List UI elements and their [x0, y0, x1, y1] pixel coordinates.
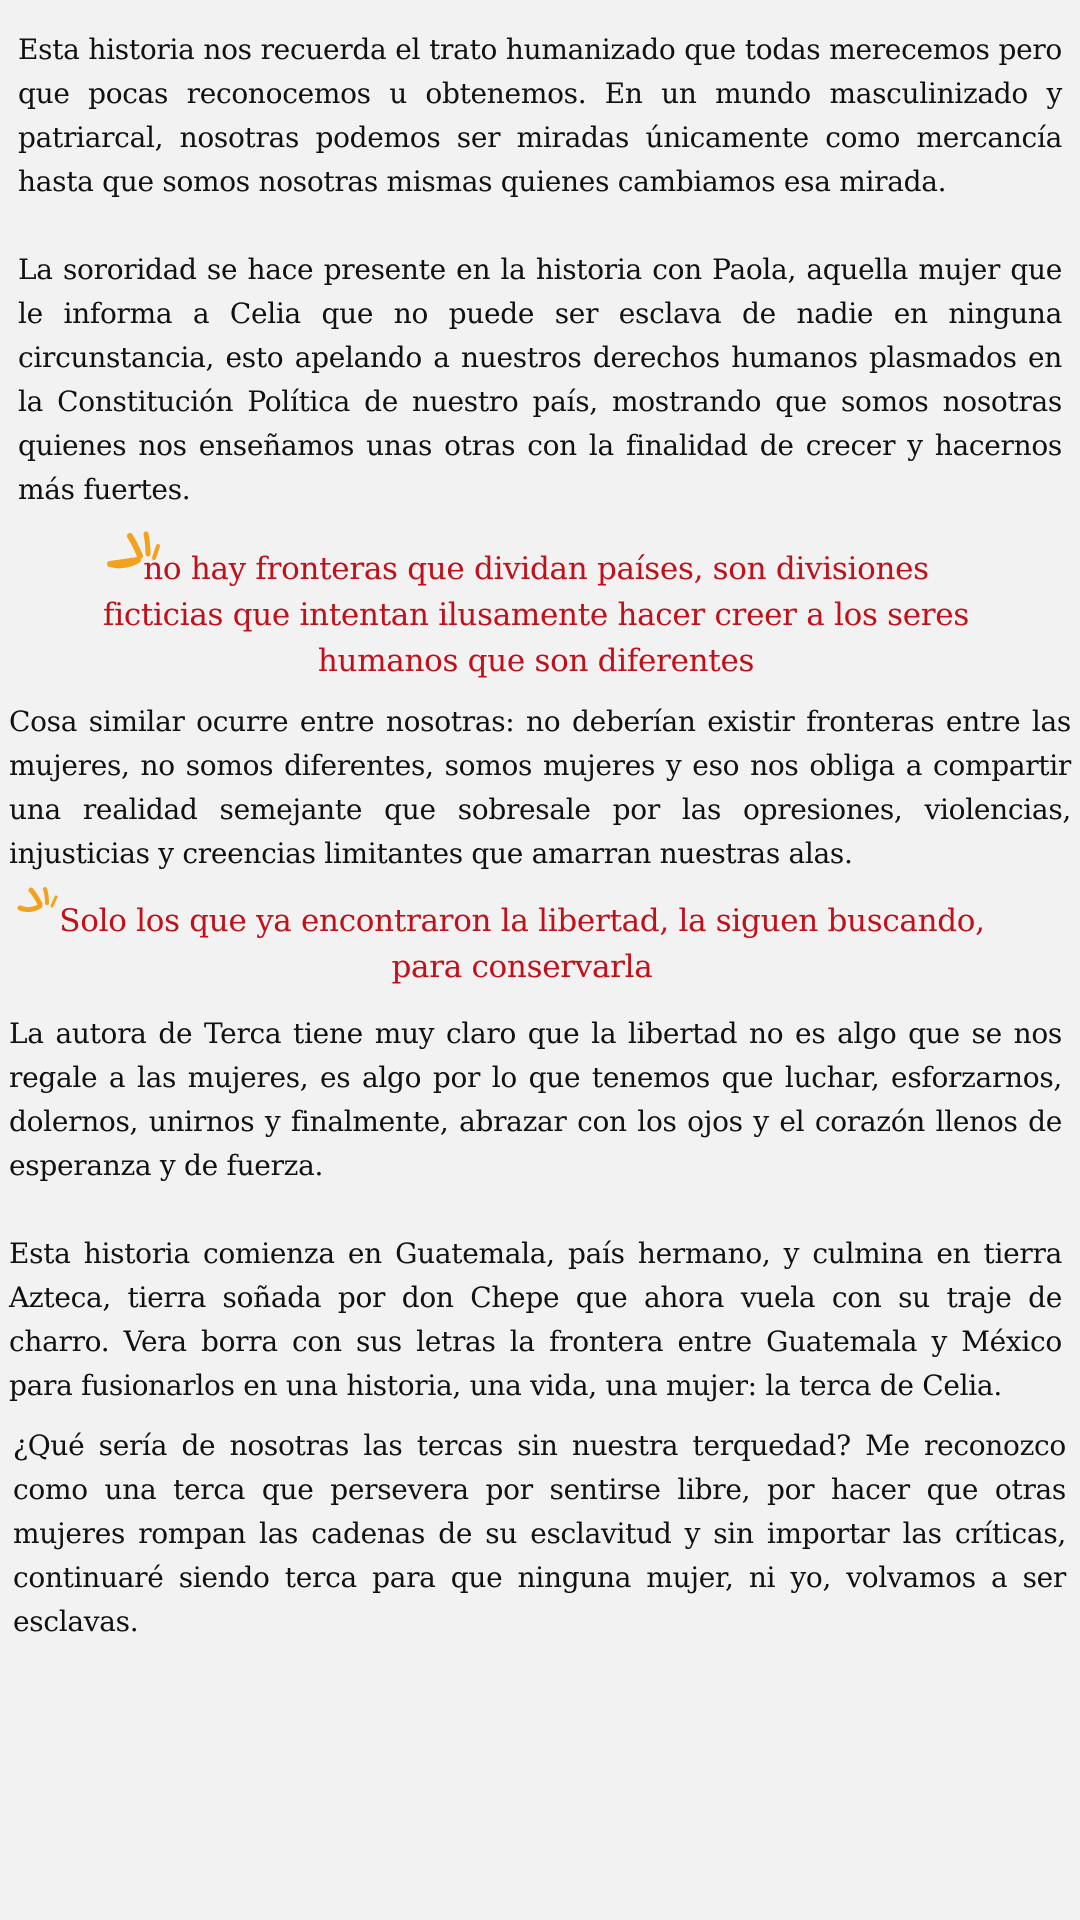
quote-libertad: Solo los que ya encontraron la libertad, la siguen buscando, para conservarla	[59, 903, 985, 985]
paragraph-cosa-similar: Cosa similar ocurre entre nosotras: no deberían existir fronteras entre las mujeres, no somos diferentes, somos mujeres y eso nos obliga a compartir una realidad semejante que sobresale por las opresiones, violencias, injusticias y creencias limitantes que amarran nuestras alas.	[9, 705, 1071, 870]
quote-fronteras: no hay fronteras que dividan países, son divisiones ficticias que intentan ilusamente hacer creer a los seres humanos que son diferentes	[103, 551, 969, 679]
paragraph-tercas: ¿Qué sería de nosotras las tercas sin nuestra terquedad? Me reconozco como una terca que persevera por sentirse libre, por hacer que otras mujeres rompan las cadenas de su esclavitud y sin importar las críticas, continuaré siendo terca para que ninguna mujer, ni yo, volvamos a ser esclavas.	[13, 1429, 1066, 1638]
paragraph-sororidad: La sororidad se hace presente en la historia con Paola, aquella mujer que le informa a Celia que no puede ser esclava de nadie en ninguna circunstancia, esto apelando a nuestros derechos humanos plasmados en la Constitución Política de nuestro país, mostrando que somos nosotras quienes nos enseñamos unas otras con la finalidad de crecer y hacernos más fuertes.	[18, 253, 1062, 506]
paragraph-trato-humanizado: Esta historia nos recuerda el trato humanizado que todas merecemos pero que pocas reconocemos u obtenemos. En un mundo masculinizado y patriarcal, nosotras podemos ser miradas únicamente como mercancía hasta que somos nosotras mismas quienes cambiamos esa mirada.	[18, 33, 1062, 198]
paragraph-autora-terca: La autora de Terca tiene muy claro que la libertad no es algo que se nos regale a las mujeres, es algo por lo que tenemos que luchar, esforzarnos, dolernos, unirnos y finalmente, abrazar con los ojos y el corazón llenos de esperanza y de fuerza.	[9, 1017, 1062, 1182]
paragraph-guatemala-mexico: Esta historia comienza en Guatemala, país hermano, y culmina en tierra Azteca, tierra soñada por don Chepe que ahora vuela con su traje de charro. Vera borra con sus letras la frontera entre Guatemala y México para fusionarlos en una historia, una vida, una mujer: la terca de Celia.	[9, 1237, 1062, 1402]
